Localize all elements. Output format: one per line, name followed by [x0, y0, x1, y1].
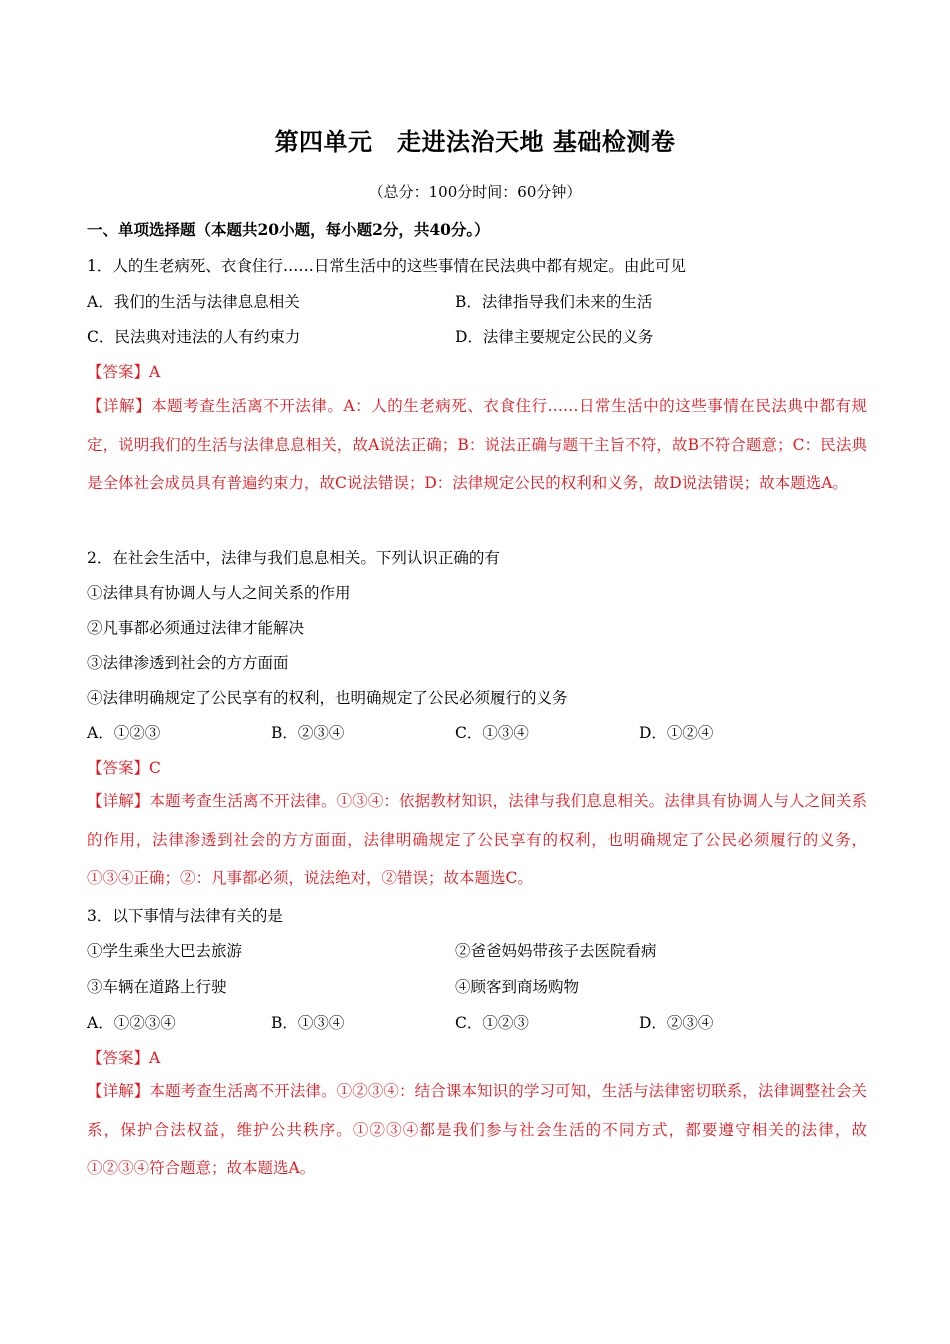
q2-option-c: C．①③④: [455, 724, 529, 742]
q3-option-d: D．②③④: [639, 1014, 714, 1032]
q3-item-4: ④顾客到商场购物: [455, 978, 580, 996]
q1-answer: 【答案】A: [87, 363, 161, 381]
question-1-stem: 1．人的生老病死、衣食住行……日常生活中的这些事情在民法典中都有规定。由此可见: [87, 257, 686, 275]
section-heading: 一、单项选择题（本题共20小题，每小题2分，共40分。）: [87, 220, 490, 239]
q3-item-1: ①学生乘坐大巴去旅游: [87, 942, 243, 960]
q2-option-a: A．①②③: [87, 724, 161, 742]
q3-explanation: 【详解】本题考查生活离不开法律。①②③④：结合课本知识的学习可知，生活与法律密切联系，法律调整社会关系，保护合法权益，维护公共秩序。①②③④都是我们参与社会生活的不同方式，都要遵守相关的法律，故①②③④符合题意；故本题选A。: [87, 1082, 867, 1177]
score-time-info: （总分：100分时间：60分钟）: [368, 183, 582, 201]
question-2-stem: 2．在社会生活中，法律与我们息息相关。下列认识正确的有: [87, 549, 500, 567]
q1-option-d: D．法律主要规定公民的义务: [455, 328, 654, 346]
q1-explanation: 【详解】本题考查生活离不开法律。A：人的生老病死、衣食住行……日常生活中的这些事情在民法典中都有规定，说明我们的生活与法律息息相关，故A说法正确；B：说法正确与题干主旨不符，故B不符合题意；C：民法典是全体社会成员具有普遍约束力，故C说法错误；D：法律规定公民的权利和义务，故D说法错误；故本题选A。: [87, 397, 867, 492]
q2-explanation: 【详解】本题考查生活离不开法律。①③④：依据教材知识，法律与我们息息相关。法律具有协调人与人之间关系的作用，法律渗透到社会的方方面面，法律明确规定了公民享有的权利，也明确规定了公民必须履行的义务，①③④正确；②：凡事都必须，说法绝对，②错误；故本题选C。: [87, 792, 867, 887]
q2-option-d: D．①②④: [639, 724, 714, 742]
q3-option-c: C．①②③: [455, 1014, 529, 1032]
q2-option-b: B．②③④: [271, 724, 345, 742]
q3-option-b: B．①③④: [271, 1014, 345, 1032]
q1-option-a: A．我们的生活与法律息息相关: [87, 293, 300, 311]
q3-option-a: A．①②③④: [87, 1014, 176, 1032]
page-title: 第四单元 走进法治天地 基础检测卷: [274, 127, 676, 156]
q2-item-2: ②凡事都必须通过法律才能解决: [87, 619, 305, 637]
q1-option-b: B．法律指导我们未来的生活: [455, 293, 653, 311]
q2-item-1: ①法律具有协调人与人之间关系的作用: [87, 584, 351, 602]
q2-item-3: ③法律渗透到社会的方方面面: [87, 654, 289, 672]
q2-answer: 【答案】C: [87, 759, 161, 777]
q3-item-2: ②爸爸妈妈带孩子去医院看病: [455, 942, 657, 960]
q1-option-c: C．民法典对违法的人有约束力: [87, 328, 301, 346]
question-3-stem: 3．以下事情与法律有关的是: [87, 907, 283, 925]
q2-item-4: ④法律明确规定了公民享有的权利，也明确规定了公民必须履行的义务: [87, 689, 568, 707]
q3-item-3: ③车辆在道路上行驶: [87, 978, 227, 996]
q3-answer: 【答案】A: [87, 1049, 161, 1067]
